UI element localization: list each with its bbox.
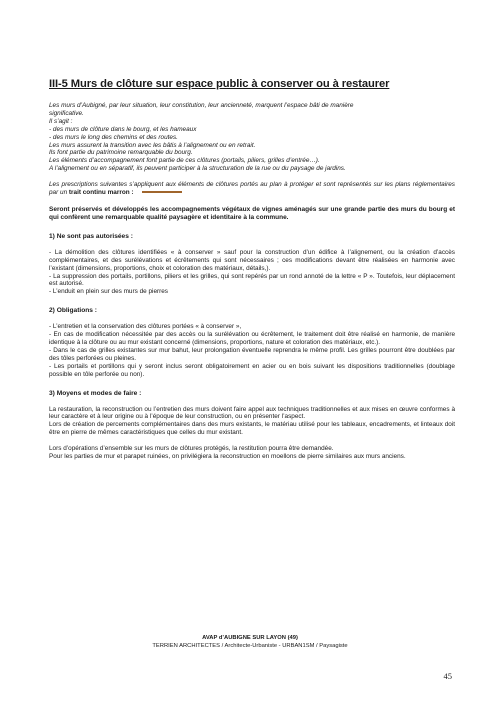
bold-paragraph: Seront préservés et développés les accompagnements végétaux de vignes aménagés sur une grande partie des murs du bourg et qui confèrent une remarquable qualité paysagère et identitaire à la commune. bbox=[49, 205, 455, 221]
prescriptions-bold: trait continu marron : bbox=[68, 189, 134, 197]
paragraph: Lors de création de percements complémentaires dans des murs existants, le matériau utilisé pour les tableaux, encadrements, et linteaux doit être en pierre de mêmes caractéristiques que celles du mur existant. bbox=[49, 421, 455, 437]
footer-title: AVAP d’AUBIGNE SUR LAYON (49) bbox=[202, 635, 298, 641]
section-body-3 bbox=[49, 406, 455, 461]
paragraph: - La démolition des clôtures identifiées « à conserver » sauf pour la construction d’un édifice à l’alignement, ou la création d’accès complémentaires, et des surélévations et écrêtements qui sont nécessaires ; ces modifications devant être réalisées en harmonie avec l’existant (dimensions, proportions, choix et coloration des matériaux, détails,). bbox=[49, 248, 455, 272]
intro-line: significative. bbox=[49, 109, 84, 117]
prescriptions-text: Les prescriptions suivantes s’appliquent aux éléments de clôtures portés au plan à protéger et sont représentés sur les plans réglementaires par un bbox=[49, 181, 455, 197]
paragraph: - La suppression des portails, portillons, piliers et les grilles, qui sont repérés par un rond annoté de la lettre « P ». Toutefois, leur déplacement est autorisé. bbox=[49, 272, 455, 288]
paragraph: - L’entretien et la conservation des clôtures portées « à conserver », bbox=[49, 323, 242, 331]
paragraph: - L’enduit en plein sur des murs de pierres bbox=[49, 288, 169, 296]
page-number: 45 bbox=[443, 671, 452, 681]
section-body-2 bbox=[49, 323, 455, 378]
paragraph-gap bbox=[49, 437, 455, 445]
intro-line: Les éléments d’accompagnement font partie de ces clôtures (portails, piliers, grilles d’entrée…). bbox=[49, 157, 320, 165]
intro-line: - des murs de clôture dans le bourg, et les hameaux bbox=[49, 125, 197, 133]
footer bbox=[0, 634, 500, 650]
paragraph: - En cas de modification nécessitée par des accès ou la surélévation ou écrêtement, le traitement doit être réalisé en harmonie, de manière identique à la clôture ou au mur existant concerné (dimensions, proportions, nature et coloration des matériaux, etc.). bbox=[49, 331, 455, 347]
paragraph: Lors d’opérations d’ensemble sur les murs de clôtures protégés, la restitution pourra être demandée. bbox=[49, 445, 334, 453]
intro-line: - des murs le long des chemins et des routes. bbox=[49, 133, 178, 141]
paragraph: Pour les parties de mur et parapet ruinées, on privilégiera la reconstruction en moellons de pierre similaires aux murs anciens. bbox=[49, 453, 406, 461]
intro-block bbox=[49, 102, 455, 173]
paragraph: - Les portails et portillons qui y seront inclus seront obligatoirement en acier ou en bois suivant les dispositions traditionnelles (doublage possible en tôle perforée ou non). bbox=[49, 362, 455, 378]
intro-line: Ils font partie du patrimoine remarquable du bourg. bbox=[49, 149, 193, 157]
section-title: III-5 Murs de clôture sur espace public à conserver ou à restaurer bbox=[49, 78, 390, 90]
section-heading-1: 1) Ne sont pas autorisées : bbox=[49, 232, 133, 240]
intro-line: Il s’agit : bbox=[49, 117, 73, 125]
brown-line-marker-icon bbox=[142, 191, 182, 193]
footer-authors: TERRIEN ARCHITECTES / Architecte-Urbaniste - URBAN1SM / Paysagiste bbox=[152, 643, 348, 649]
intro-line: A l’alignement ou en séparatif, ils peuvent participer à la structuration de la rue ou du paysage de jardins. bbox=[49, 165, 346, 173]
paragraph: La restauration, la reconstruction ou l’entretien des murs doivent faire appel aux techniques traditionnelles et aux mises en œuvre conformes à leur caractère et à leur origine ou à l’époque de leur construction, ou en présenter l’aspect. bbox=[49, 405, 455, 421]
section-heading-3: 3) Moyens et modes de faire : bbox=[49, 389, 142, 397]
intro-line: Les murs assurent la transition avec les bâtis à l’alignement ou en retrait. bbox=[49, 141, 256, 149]
paragraph: - Dans le cas de grilles existantes sur mur bahut, leur prolongation éventuelle reprendra le même profil. Les grilles pourront être doublées par des tôles perforées ou pleines. bbox=[49, 346, 455, 362]
section-body-1 bbox=[49, 249, 455, 296]
intro-line: Les murs d’Aubigné, par leur situation, leur constitution, leur ancienneté, marquent l’espace bâti de manière bbox=[49, 102, 354, 109]
document-page bbox=[49, 78, 455, 461]
section-heading-2: 2) Obligations : bbox=[49, 307, 97, 315]
prescriptions-paragraph bbox=[49, 181, 455, 197]
